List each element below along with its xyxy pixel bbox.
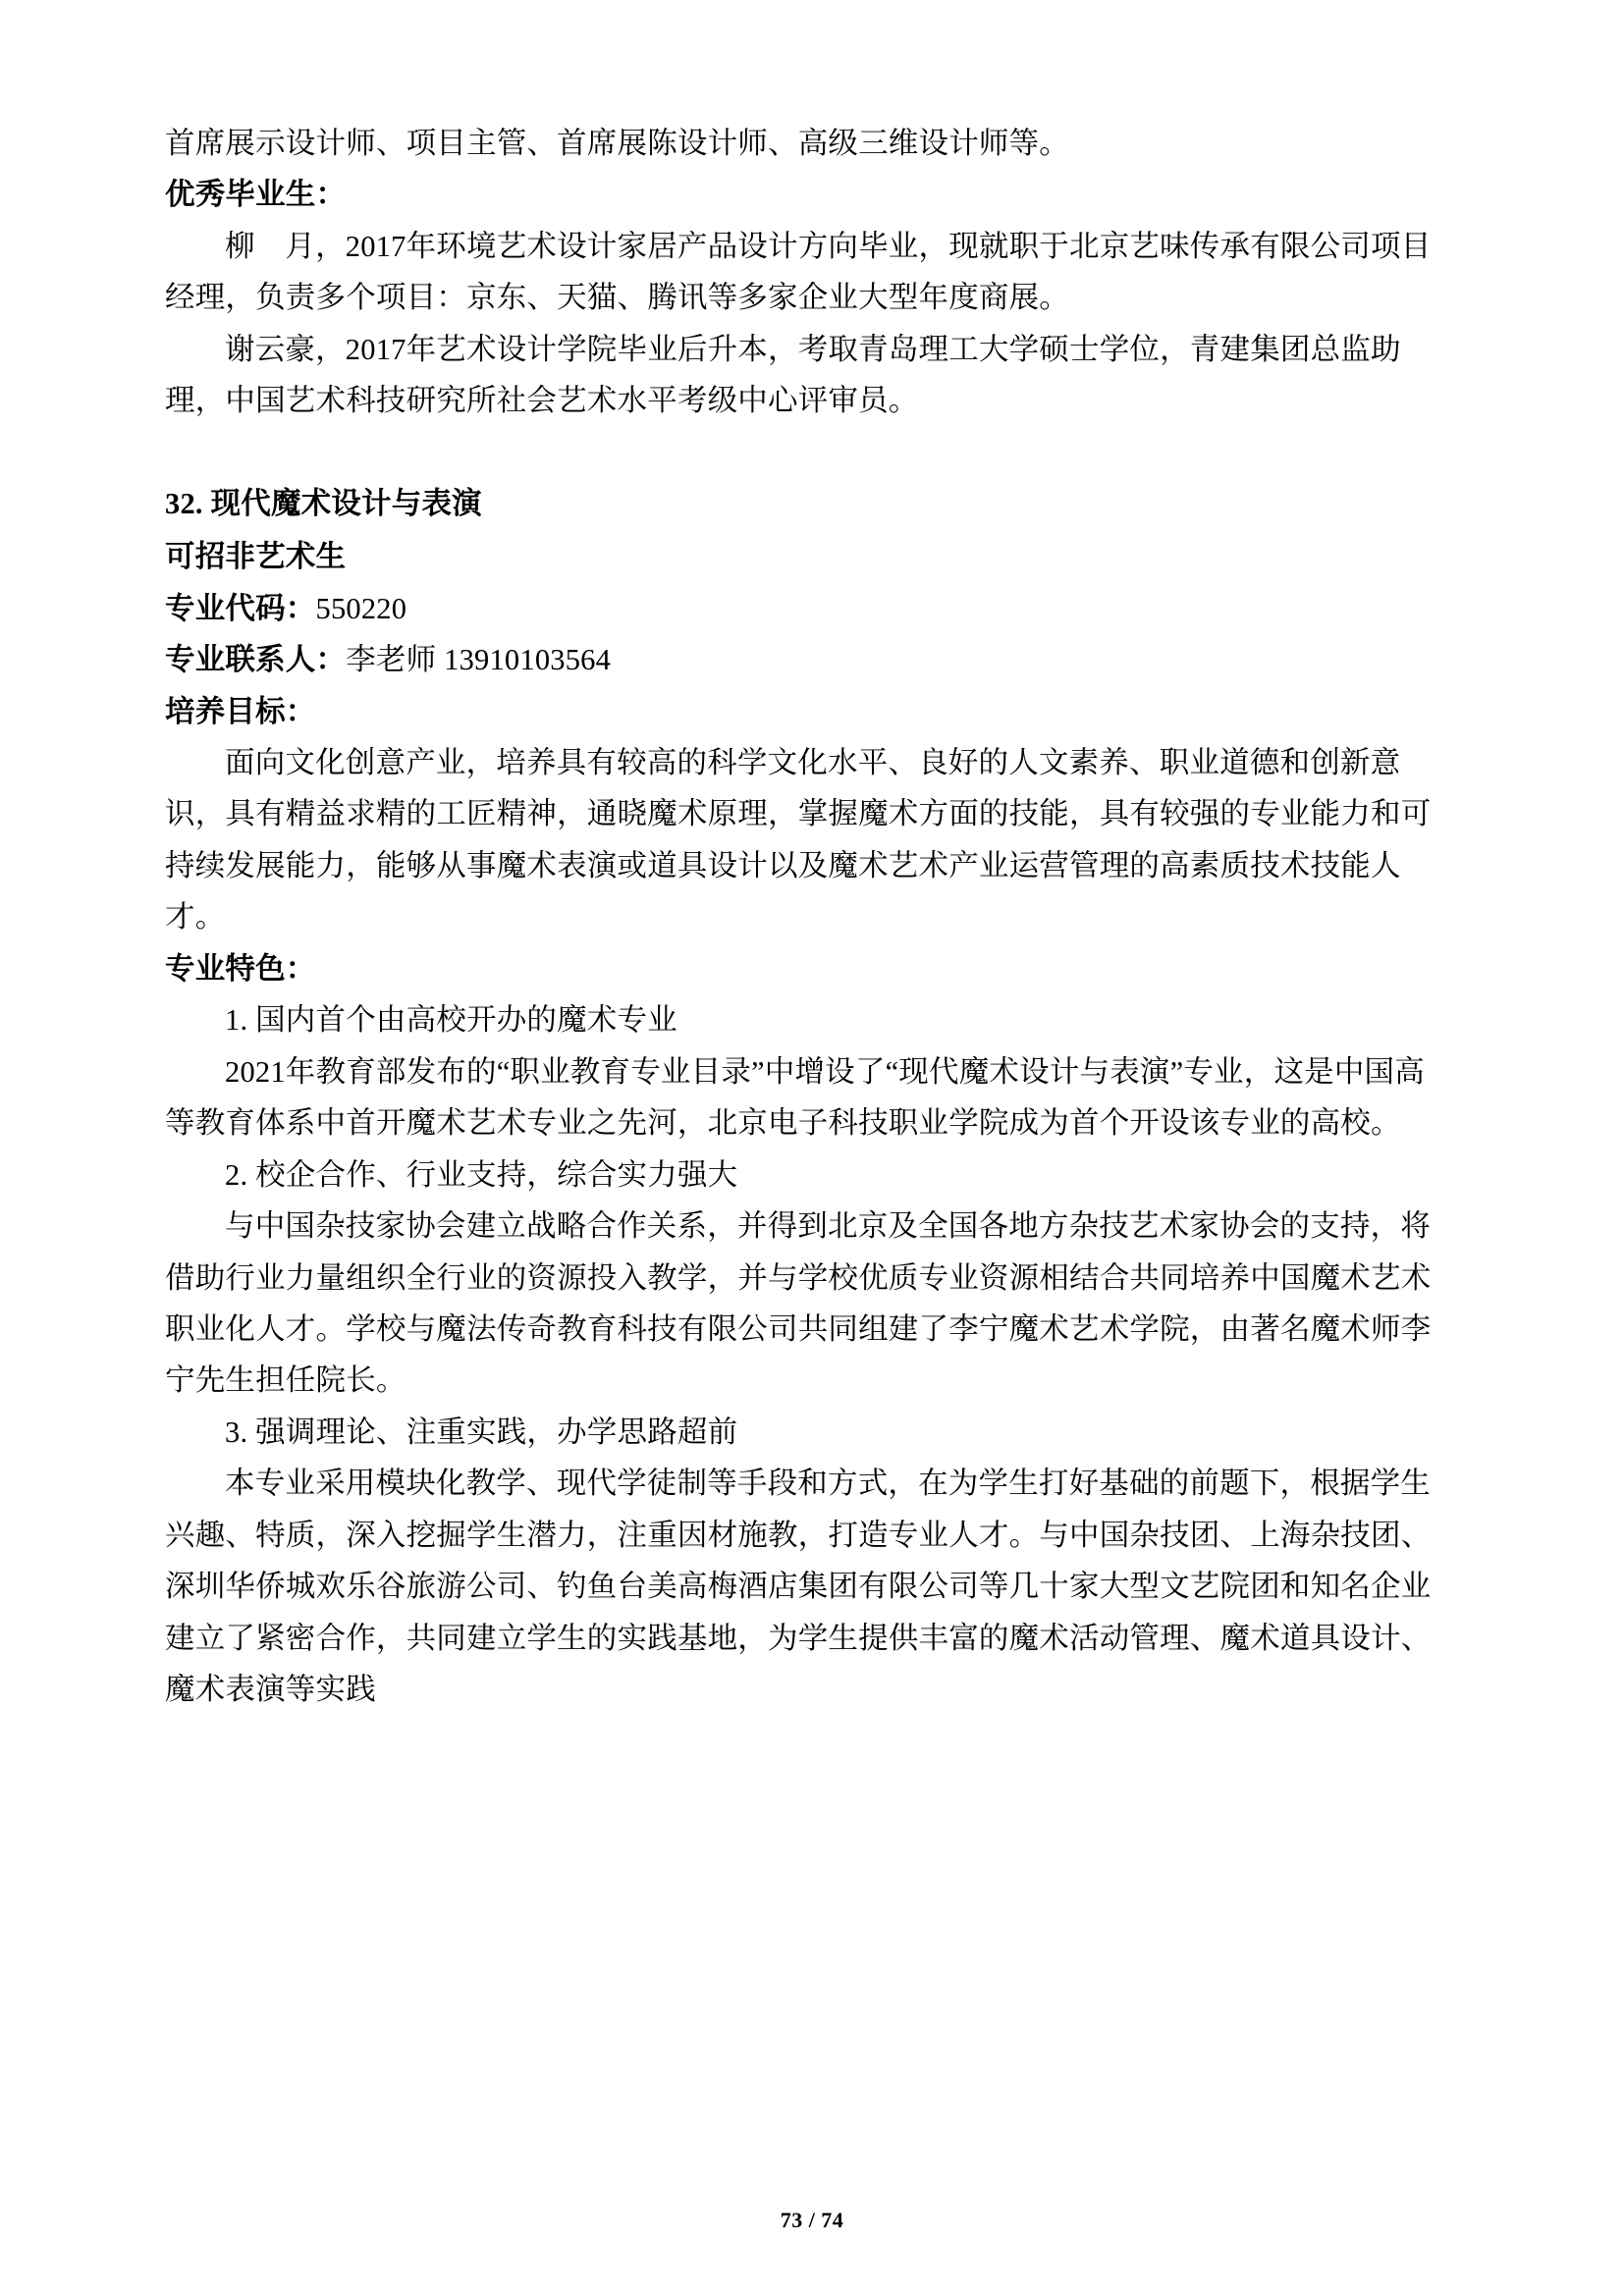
contact-row — [165, 634, 1452, 685]
graduate-entry: 谢云豪，2017年艺术设计学院毕业后升本，考取青岛理工大学硕士学位，青建集团总监助理，中国艺术科技研究所社会艺术水平考级中心评审员。 — [165, 332, 1401, 418]
major-code-label: 专业代码： — [165, 591, 316, 625]
objective-heading: 培养目标： — [165, 694, 316, 728]
major-code-row — [165, 583, 1452, 634]
feature-title: 3. 强调理论、注重实践，办学思路超前 — [225, 1415, 738, 1449]
feature-title: 2. 校企合作、行业支持，综合实力强大 — [225, 1157, 738, 1192]
feature-body: 本专业采用模块化教学、现代学徒制等手段和方式，在为学生打好基础的前题下，根据学生兴趣、特质，深入挖掘学生潜力，注重因材施教，打造专业人才。与中国杂技团、上海杂技团、深圳华侨城欢乐谷旅游公司、钓鱼台美高梅酒店集团有限公司等几十家大型文艺院团和知名企业建立了紧密合作，共同建立学生的实践基地，为学生提供丰富的魔术活动管理、魔术道具设计、魔术表演等实践 — [165, 1467, 1432, 1707]
feature-title: 1. 国内首个由高校开办的魔术专业 — [225, 1003, 677, 1038]
section-spacer — [165, 427, 1452, 478]
features-heading: 专业特色： — [165, 951, 316, 986]
section-title: 32. 现代魔术设计与表演 — [165, 486, 482, 520]
major-code-value: 550220 — [315, 591, 407, 625]
top-paragraph: 首席展示设计师、项目主管、首席展陈设计师、高级三维设计师等。 — [165, 127, 1069, 160]
graduate-entry: 柳 月，2017年环境艺术设计家居产品设计方向毕业，现就职于北京艺味传承有限公司项目经理，负责多个项目：京东、天猫、腾讯等多家企业大型年度商展。 — [165, 229, 1432, 315]
contact-label: 专业联系人： — [165, 643, 347, 677]
contact-value: 李老师 13910103564 — [346, 643, 612, 677]
section-subtitle: 可招非艺术生 — [165, 540, 347, 574]
page-number: 73 / 74 — [780, 2208, 844, 2232]
graduates-heading: 优秀毕业生： — [165, 178, 347, 212]
feature-body: 2021年教育部发布的“职业教育专业目录”中增设了“现代魔术设计与表演”专业，这是中国高等教育体系中首开魔术艺术专业之先河，北京电子科技职业学院成为首个开设该专业的高校。 — [165, 1054, 1425, 1141]
objective-text: 面向文化创意产业，培养具有较高的科学文化水平、良好的人文素养、职业道德和创新意识，具有精益求精的工匠精神，通晓魔术原理，掌握魔术方面的技能，具有较强的专业能力和可持续发展能力，能够从事魔术表演或道具设计以及魔术艺术产业运营管理的高素质技术技能人才。 — [165, 745, 1432, 934]
feature-body: 与中国杂技家协会建立战略合作关系，并得到北京及全国各地方杂技艺术家协会的支持，将借助行业力量组织全行业的资源投入教学，并与学校优质专业资源相结合共同培养中国魔术艺术职业化人才。学校与魔法传奇教育科技有限公司共同组建了李宁魔术艺术学院，由著名魔术师李宁先生担任院长。 — [165, 1209, 1432, 1398]
document-body — [165, 118, 1452, 1716]
